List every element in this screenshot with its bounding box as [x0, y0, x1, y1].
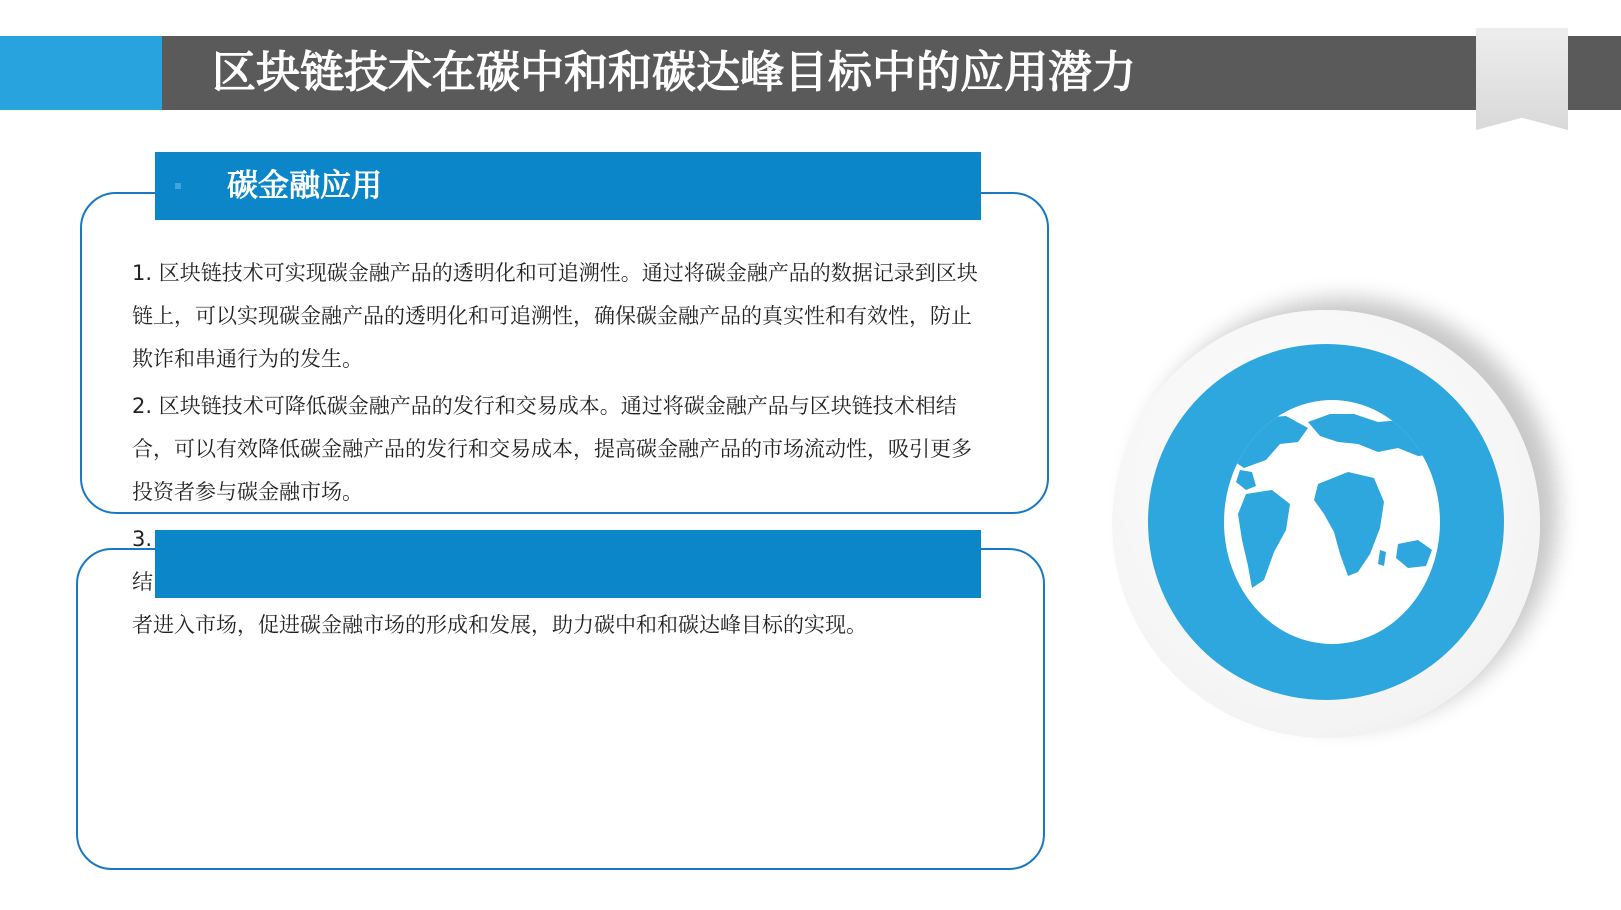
bullet-icon [175, 183, 181, 189]
paragraph-3-start: 3. [132, 527, 153, 551]
paragraph-3-line2: 结 [132, 570, 153, 594]
paragraph-1: 1. 区块链技术可实现碳金融产品的透明化和可追溯性。通过将碳金融产品的数据记录到区块链上，可以实现碳金融产品的透明化和可追溯性，确保碳金融产品的真实性和有效性，防止欺诈和串通行为的发生。 [132, 261, 978, 371]
section-label: 碳金融应用 [227, 168, 382, 204]
globe-icon [1148, 344, 1504, 700]
section-header [155, 152, 981, 220]
paragraph-2: 2. 区块链技术可降低碳金融产品的发行和交易成本。通过将碳金融产品与区块链技术相结合，可以有效降低碳金融产品的发行和交易成本，提高碳金融产品的市场流动性，吸引更多投资者参与碳金融市场。 [132, 394, 972, 504]
paragraph-3-end: 者进入市场，促进碳金融市场的形成和发展，助力碳中和和碳达峰目标的实现。 [132, 613, 867, 637]
bookmark-icon [1476, 28, 1568, 130]
page-title: 区块链技术在碳中和和碳达峰目标中的应用潜力 [212, 47, 1136, 98]
header-accent-block [0, 36, 162, 110]
section-header-overlay [155, 530, 981, 598]
